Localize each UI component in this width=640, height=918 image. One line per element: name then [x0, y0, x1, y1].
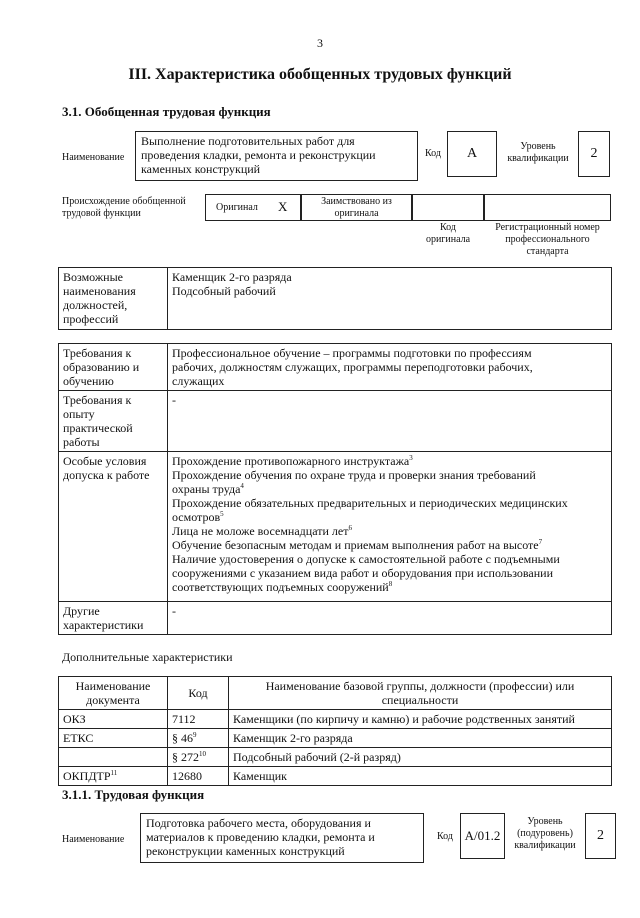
- labor-function-heading: 3.1.1. Трудовая функция: [62, 787, 205, 802]
- generalized-function-heading: 3.1. Обобщенная трудовая функция: [62, 104, 271, 119]
- row-name: Каменщики (по кирпичу и камню) и рабочие родственных занятий: [229, 710, 612, 729]
- row-code: § $272^{10}$: [168, 748, 229, 767]
- code-label-2: Код: [437, 831, 453, 842]
- name-label: Наименование: [62, 152, 125, 163]
- requirements-table: [58, 343, 612, 635]
- row-name: Каменщик: [229, 767, 612, 786]
- original-cell: [205, 194, 301, 221]
- special-item: Прохождение обязательных предварительных и периодических медицинских осмотров$^5$: [172, 496, 568, 524]
- special-conditions: [168, 452, 612, 602]
- positions-label: Возможные наименования должностей, профессий: [59, 268, 168, 330]
- reg-number-label: Регистрационный номер профессионального стандарта: [495, 222, 600, 257]
- experience-value: -: [168, 391, 612, 452]
- page-number: 3: [317, 36, 323, 50]
- special-item: Прохождение противопожарного инструктажа$^3$: [172, 454, 413, 468]
- table-row: [59, 710, 612, 729]
- row-code: 7112: [168, 710, 229, 729]
- origin-label: Происхождение обобщенной трудовой функции: [62, 196, 186, 219]
- education-label: Требования к образованию и обучению: [59, 344, 168, 391]
- additional-table: [58, 676, 612, 786]
- section-title: III. Характеристика обобщенных трудовых функций: [128, 66, 512, 83]
- level-value-2: 2: [585, 813, 616, 859]
- positions-value: Каменщик 2-го разряда Подсобный рабочий: [168, 268, 612, 330]
- education-value: Профессиональное обучение – программы подготовки по профессиям рабочих, должностям служащих, программы переподготовки рабочих, служащих: [168, 344, 612, 391]
- additional-heading: Дополнительные характеристики: [62, 650, 233, 664]
- code-value-2: А/01.2: [460, 813, 505, 859]
- code-original-cell: [412, 194, 484, 221]
- header-code: Код: [168, 677, 229, 710]
- level-label-2: Уровень (подуровень) квалификации: [514, 816, 576, 851]
- row-name: Подсобный рабочий (2-й разряд): [229, 748, 612, 767]
- header-name: Наименование базовой группы, должности (профессии) или специальности: [229, 677, 612, 710]
- row-code: § $46^9$: [168, 729, 229, 748]
- generalized-function-name: Выполнение подготовительных работ для проведения кладки, ремонта и реконструкции каменных конструкций: [135, 131, 418, 181]
- labor-function-name: Подготовка рабочего места, оборудования и материалов к проведению кладки, ремонта и реконструкции каменных конструкций: [140, 813, 424, 863]
- special-item: Лица не моложе восемнадцати лет$^6$: [172, 524, 352, 538]
- level-value: 2: [578, 131, 610, 177]
- row-doc: ЕТКС: [59, 729, 168, 748]
- row-name: Каменщик 2-го разряда: [229, 729, 612, 748]
- row-doc: [59, 748, 168, 767]
- row-doc: ОКЗ: [59, 710, 168, 729]
- original-mark: Х: [278, 199, 288, 214]
- table-row: [59, 748, 612, 767]
- code-value: А: [447, 131, 497, 177]
- name-label-2: Наименование: [62, 834, 125, 845]
- code-label: Код: [425, 148, 441, 159]
- special-item: Прохождение обучения по охране труда и проверки знания требований охраны труда$^4$: [172, 468, 536, 496]
- level-label: Уровень квалификации: [507, 141, 569, 164]
- special-item: Наличие удостоверения о допуске к самостоятельной работе с подъемными сооружениями с указанием вида работ и оборудования при использовании соответствующих подъемных сооружений$^8$: [172, 552, 560, 594]
- header-document: Наименование документа: [59, 677, 168, 710]
- row-doc: ОКПДТР$^{11}$: [59, 767, 168, 786]
- table-row: [59, 767, 612, 786]
- reg-number-cell: [484, 194, 611, 221]
- other-value: -: [168, 602, 612, 635]
- positions-table: [58, 267, 612, 330]
- other-label: Другие характеристики: [59, 602, 168, 635]
- original-label: Оригинал: [216, 202, 258, 213]
- row-code: 12680: [168, 767, 229, 786]
- experience-label: Требования к опыту практической работы: [59, 391, 168, 452]
- table-row: [59, 729, 612, 748]
- special-item: Обучение безопасным методам и приемам выполнения работ на высоте$^7$: [172, 538, 543, 552]
- borrowed-cell: Заимствовано из оригинала: [301, 194, 412, 221]
- code-original-label: Код оригинала: [425, 222, 471, 245]
- special-label: Особые условия допуска к работе: [59, 452, 168, 602]
